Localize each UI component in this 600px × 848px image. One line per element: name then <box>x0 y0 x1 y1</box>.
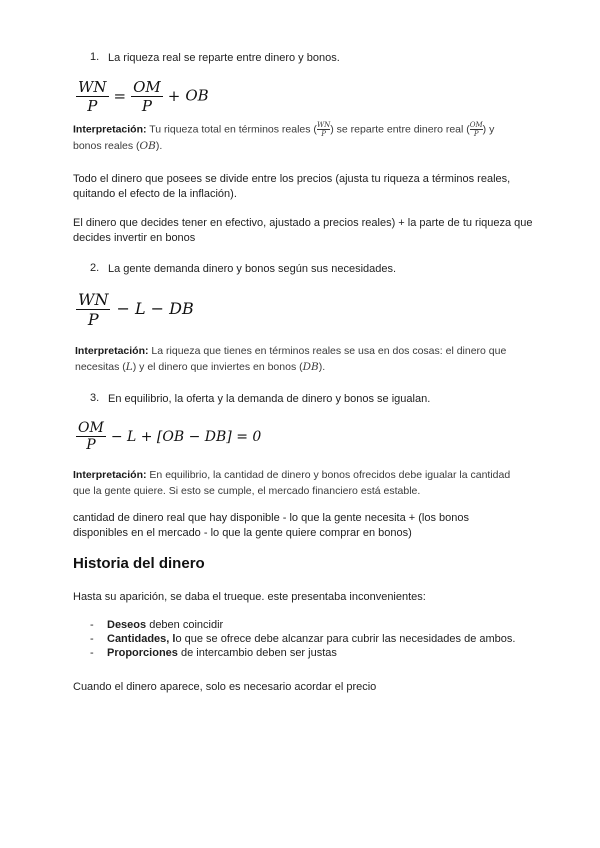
eq1-denominator-b: P <box>131 96 163 115</box>
paragraph-1: Todo el dinero que posees se divide entre los precios (ajusta tu riqueza a términos reales, quitando el efecto de la inflación). <box>73 173 511 200</box>
interp1-text-5: ). <box>155 140 163 152</box>
interp2-math-l: L <box>125 361 133 373</box>
interp1-text-1: Tu riqueza total en términos reales ( <box>146 123 317 136</box>
bullet-1-text: deben coincidir <box>146 619 224 631</box>
interpretation-1 <box>73 121 543 154</box>
interp2-text-3: ) y el dinero que inviertes en bonos ( <box>132 361 303 373</box>
eq3-denominator: P <box>76 436 106 453</box>
interpretation-3 <box>73 467 543 499</box>
bullet-3-text: de intercambio deben ser justas <box>177 647 337 659</box>
list-item <box>90 632 560 646</box>
list-number-2: 2. <box>90 262 100 274</box>
list-number-3: 3. <box>90 392 100 404</box>
interp1-fraction-wn-p: $\frac{WN}{P}$ <box>316 121 331 138</box>
equation-3 <box>76 420 261 453</box>
section-heading: Historia del dinero <box>73 555 205 572</box>
paragraph-2: El dinero que decides tener en efectivo, ajustado a precios reales) + la parte de tu riqueza que decides invertir en bonos <box>73 217 533 244</box>
interp2-text-1: La riqueza que tienes en términos reales se usa en dos cosas: el dinero que <box>148 345 507 357</box>
bullet-list <box>90 618 560 660</box>
list-number-1: 1. <box>90 51 100 63</box>
paragraph-3: cantidad de dinero real que hay disponible - lo que la gente necesita + (los bonos disponibles en el mercado - lo que la gente quiere comprar en bonos) <box>73 512 469 539</box>
eq1-numerator-b: OM <box>133 78 161 96</box>
bullet-1-bold: Deseos <box>107 619 147 631</box>
eq3-numerator: OM <box>78 420 104 436</box>
interp3-text-1: En equilibrio, la cantidad de dinero y bonos ofrecidos debe igualar la cantidad <box>146 469 511 481</box>
bullet-2-text: o que se ofrece debe alcanzar para cubrir las necesidades de ambos. <box>175 633 516 645</box>
eq1-plus: + <box>167 86 181 105</box>
interp1-fraction-om-p: $\frac{OM}{P}$ <box>469 121 483 138</box>
interp1-text-2: ) se reparte entre dinero real ( <box>330 123 470 136</box>
equation-1 <box>76 78 209 115</box>
paragraph-5: Cuando el dinero aparece, solo es necesario acordar el precio <box>73 681 377 693</box>
list-item-2-text: La gente demanda dinero y bonos según sus necesidades. <box>108 263 397 275</box>
eq2-denominator: P <box>76 309 110 329</box>
interp1-math-ob: OB <box>139 140 156 152</box>
list-item-3-text: En equilibrio, la oferta y la demanda de dinero y bonos se igualan. <box>108 393 431 405</box>
eq2-numerator: WN <box>78 290 109 309</box>
eq1-equals: = <box>113 86 127 105</box>
bullet-2-bold: Cantidades, l <box>107 633 176 645</box>
list-item <box>90 618 560 632</box>
interp1-label: Interpretación: <box>73 123 147 136</box>
eq2-rest: − L − DB <box>116 299 194 318</box>
paragraph-4: Hasta su aparición, se daba el trueque. este presentaba inconvenientes: <box>73 591 426 603</box>
bullet-3-bold: Proporciones <box>107 647 178 659</box>
interp2-text-4: ). <box>318 361 326 373</box>
interp3-text-2: que la gente quiere. Si esto se cumple, el mercado financiero está estable. <box>73 485 421 497</box>
interpretation-2 <box>75 343 555 375</box>
eq1-term: OB <box>185 86 209 105</box>
interp3-label: Interpretación: <box>73 469 147 481</box>
list-item <box>90 646 560 660</box>
interp1-text-4: bonos reales ( <box>73 140 140 152</box>
eq1-numerator-a: WN <box>78 78 107 96</box>
interp2-math-db: DB <box>302 361 319 373</box>
eq3-rest: − L + [OB − DB] = 0 <box>110 428 262 445</box>
interp2-text-2: necesitas ( <box>75 361 126 373</box>
eq1-denominator-a: P <box>76 96 109 115</box>
interp1-text-3: ) y <box>482 123 495 136</box>
list-item-1-text: La riqueza real se reparte entre dinero y bonos. <box>108 52 340 64</box>
equation-2 <box>76 290 194 329</box>
interp2-label: Interpretación: <box>75 345 149 357</box>
